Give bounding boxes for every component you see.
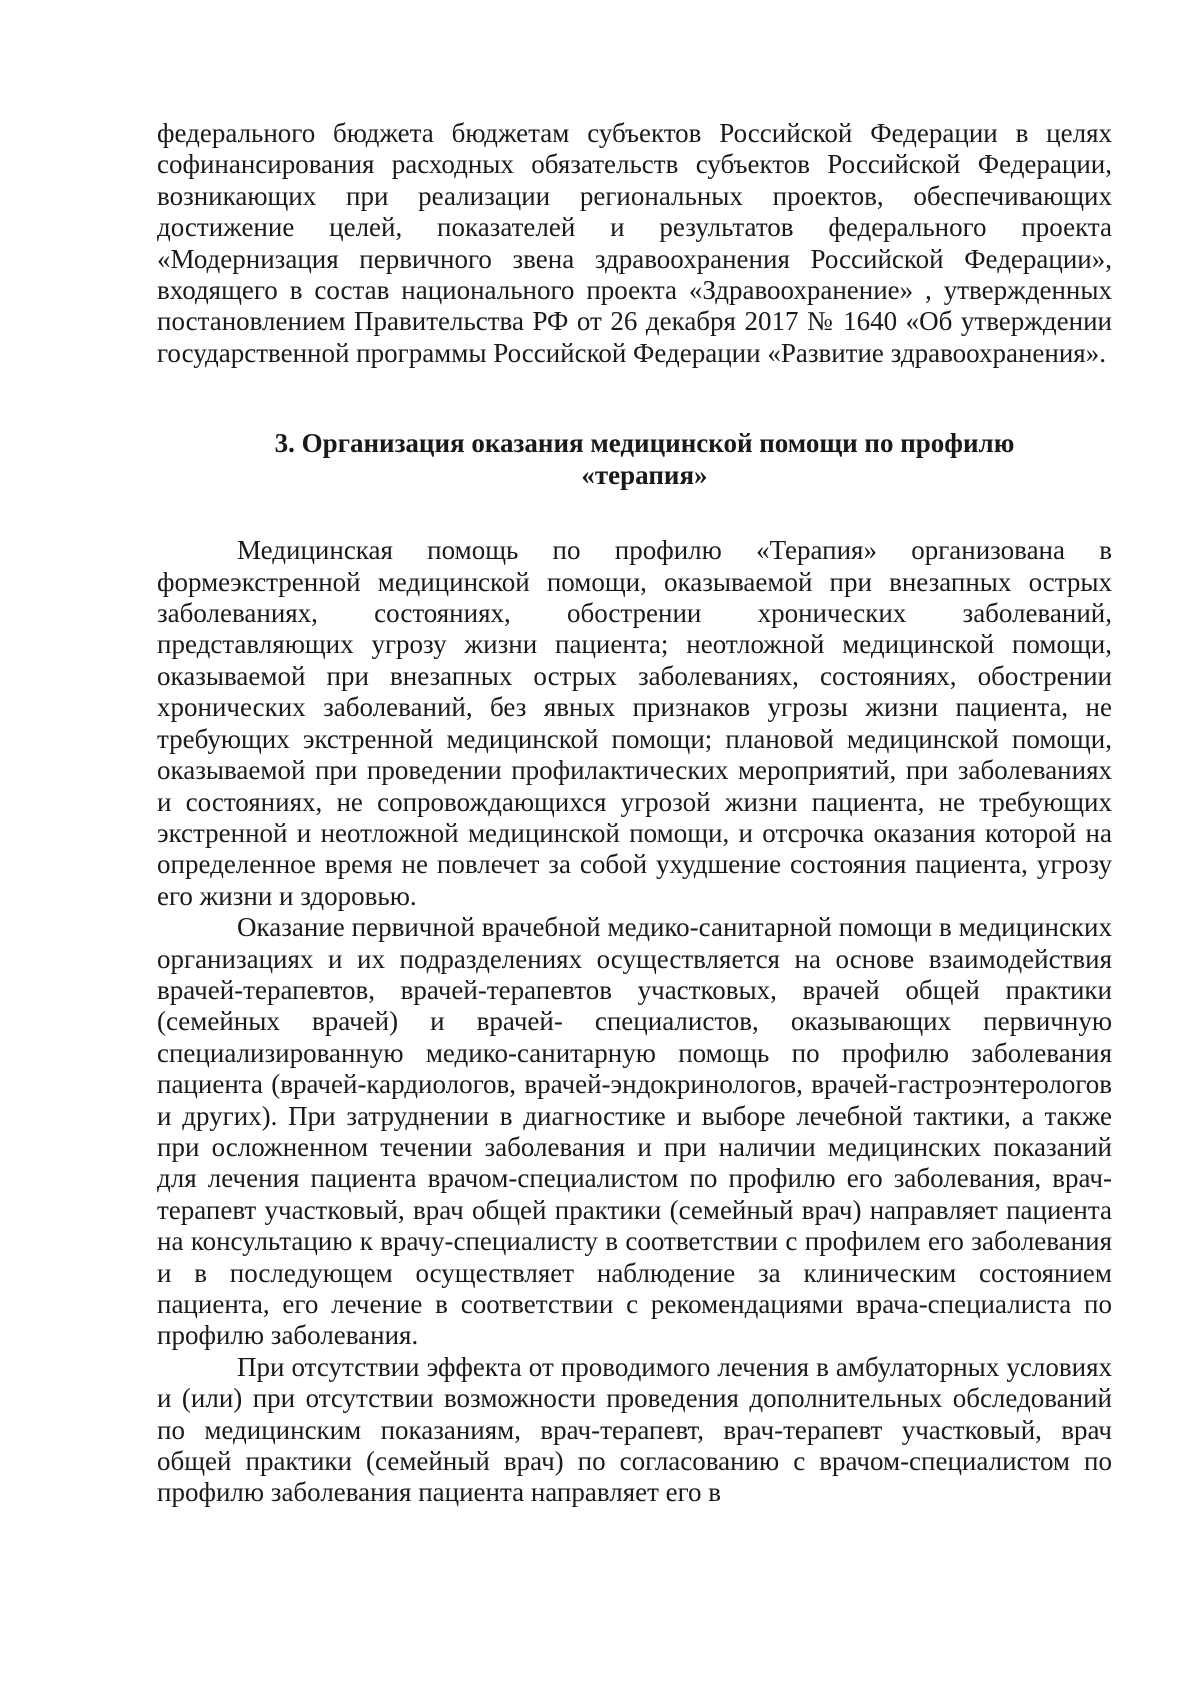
document-body <box>157 118 1112 1509</box>
paragraph-referral: При отсутствии эффекта от проводимого лечения в амбулаторных условиях и (или) при отсутствии возможности проведения дополнительных обследований по медицинским показаниям, врач-терапевт, врач-терапевт участковый, врач общей практики (семейный врач) по согласованию с врачом-специалистом по профилю заболевания пациента направляет его в <box>157 1351 1112 1508</box>
section-heading-line-2: «терапия» <box>581 460 708 491</box>
paragraph-primary-care-interaction: Оказание первичной врачебной медико-санитарной помощи в медицинских организациях и их подразделениях осуществляется на основе взаимодействия врачей-терапевтов, врачей-терапевтов участковых, врачей общей практики (семейных врачей) и врачей- специалистов, оказывающих первичную специализированную медико-санитарную помощь по профилю заболевания пациента (врачей-кардиологов, врачей-эндокринологов, врачей-гастроэнтерологов и других). При затруднении в диагностике и выборе лечебной тактики, а также при осложненном течении заболевания и при наличии медицинских показаний для лечения пациента врачом-специалистом по профилю его заболевания, врач-терапевт участковый, врач общей практики (семейный врач) направляет пациента на консультацию к врачу-специалисту в соответствии с профилем его заболевания и в последующем осуществляет наблюдение за клиническим состоянием пациента, его лечение в соответствии с рекомендациями врача-специалиста по профилю заболевания. <box>157 912 1112 1351</box>
section-heading-line-1: 3. Организация оказания медицинской помощи по профилю <box>274 428 1015 459</box>
intro-paragraph: федерального бюджета бюджетам субъектов Российской Федерации в целях софинансирования расходных обязательств субъектов Российской Федерации, возникающих при реализации региональных проектов, обеспечивающих достижение целей, показателей и результатов федерального проекта «Модернизация первичного звена здравоохранения Российской Федерации», входящего в состав национального проекта «Здравоохранение» , утвержденных постановлением Правительства РФ от 26 декабря 2017 № 1640 «Об утверждении государственной программы Российской Федерации «Развитие здравоохранения». <box>157 118 1112 368</box>
section-heading <box>157 427 1112 491</box>
paragraph-therapy-care-forms: Медицинская помощь по профилю «Терапия» организована в формеэкстренной медицинской помощи, оказываемой при внезапных острых заболеваниях, состояниях, обострении хронических заболеваний, представляющих угрозу жизни пациента; неотложной медицинской помощи, оказываемой при внезапных острых заболеваниях, состояниях, обострении хронических заболеваний, без явных признаков угрозы жизни пациента, не требующих экстренной медицинской помощи; плановой медицинской помощи, оказываемой при проведении профилактических мероприятий, при заболеваниях и состояниях, не сопровождающихся угрозой жизни пациента, не требующих экстренной и неотложной медицинской помощи, и отсрочка оказания которой на определенное время не повлечет за собой ухудшение состояния пациента, угрозу его жизни и здоровью. <box>157 535 1112 911</box>
